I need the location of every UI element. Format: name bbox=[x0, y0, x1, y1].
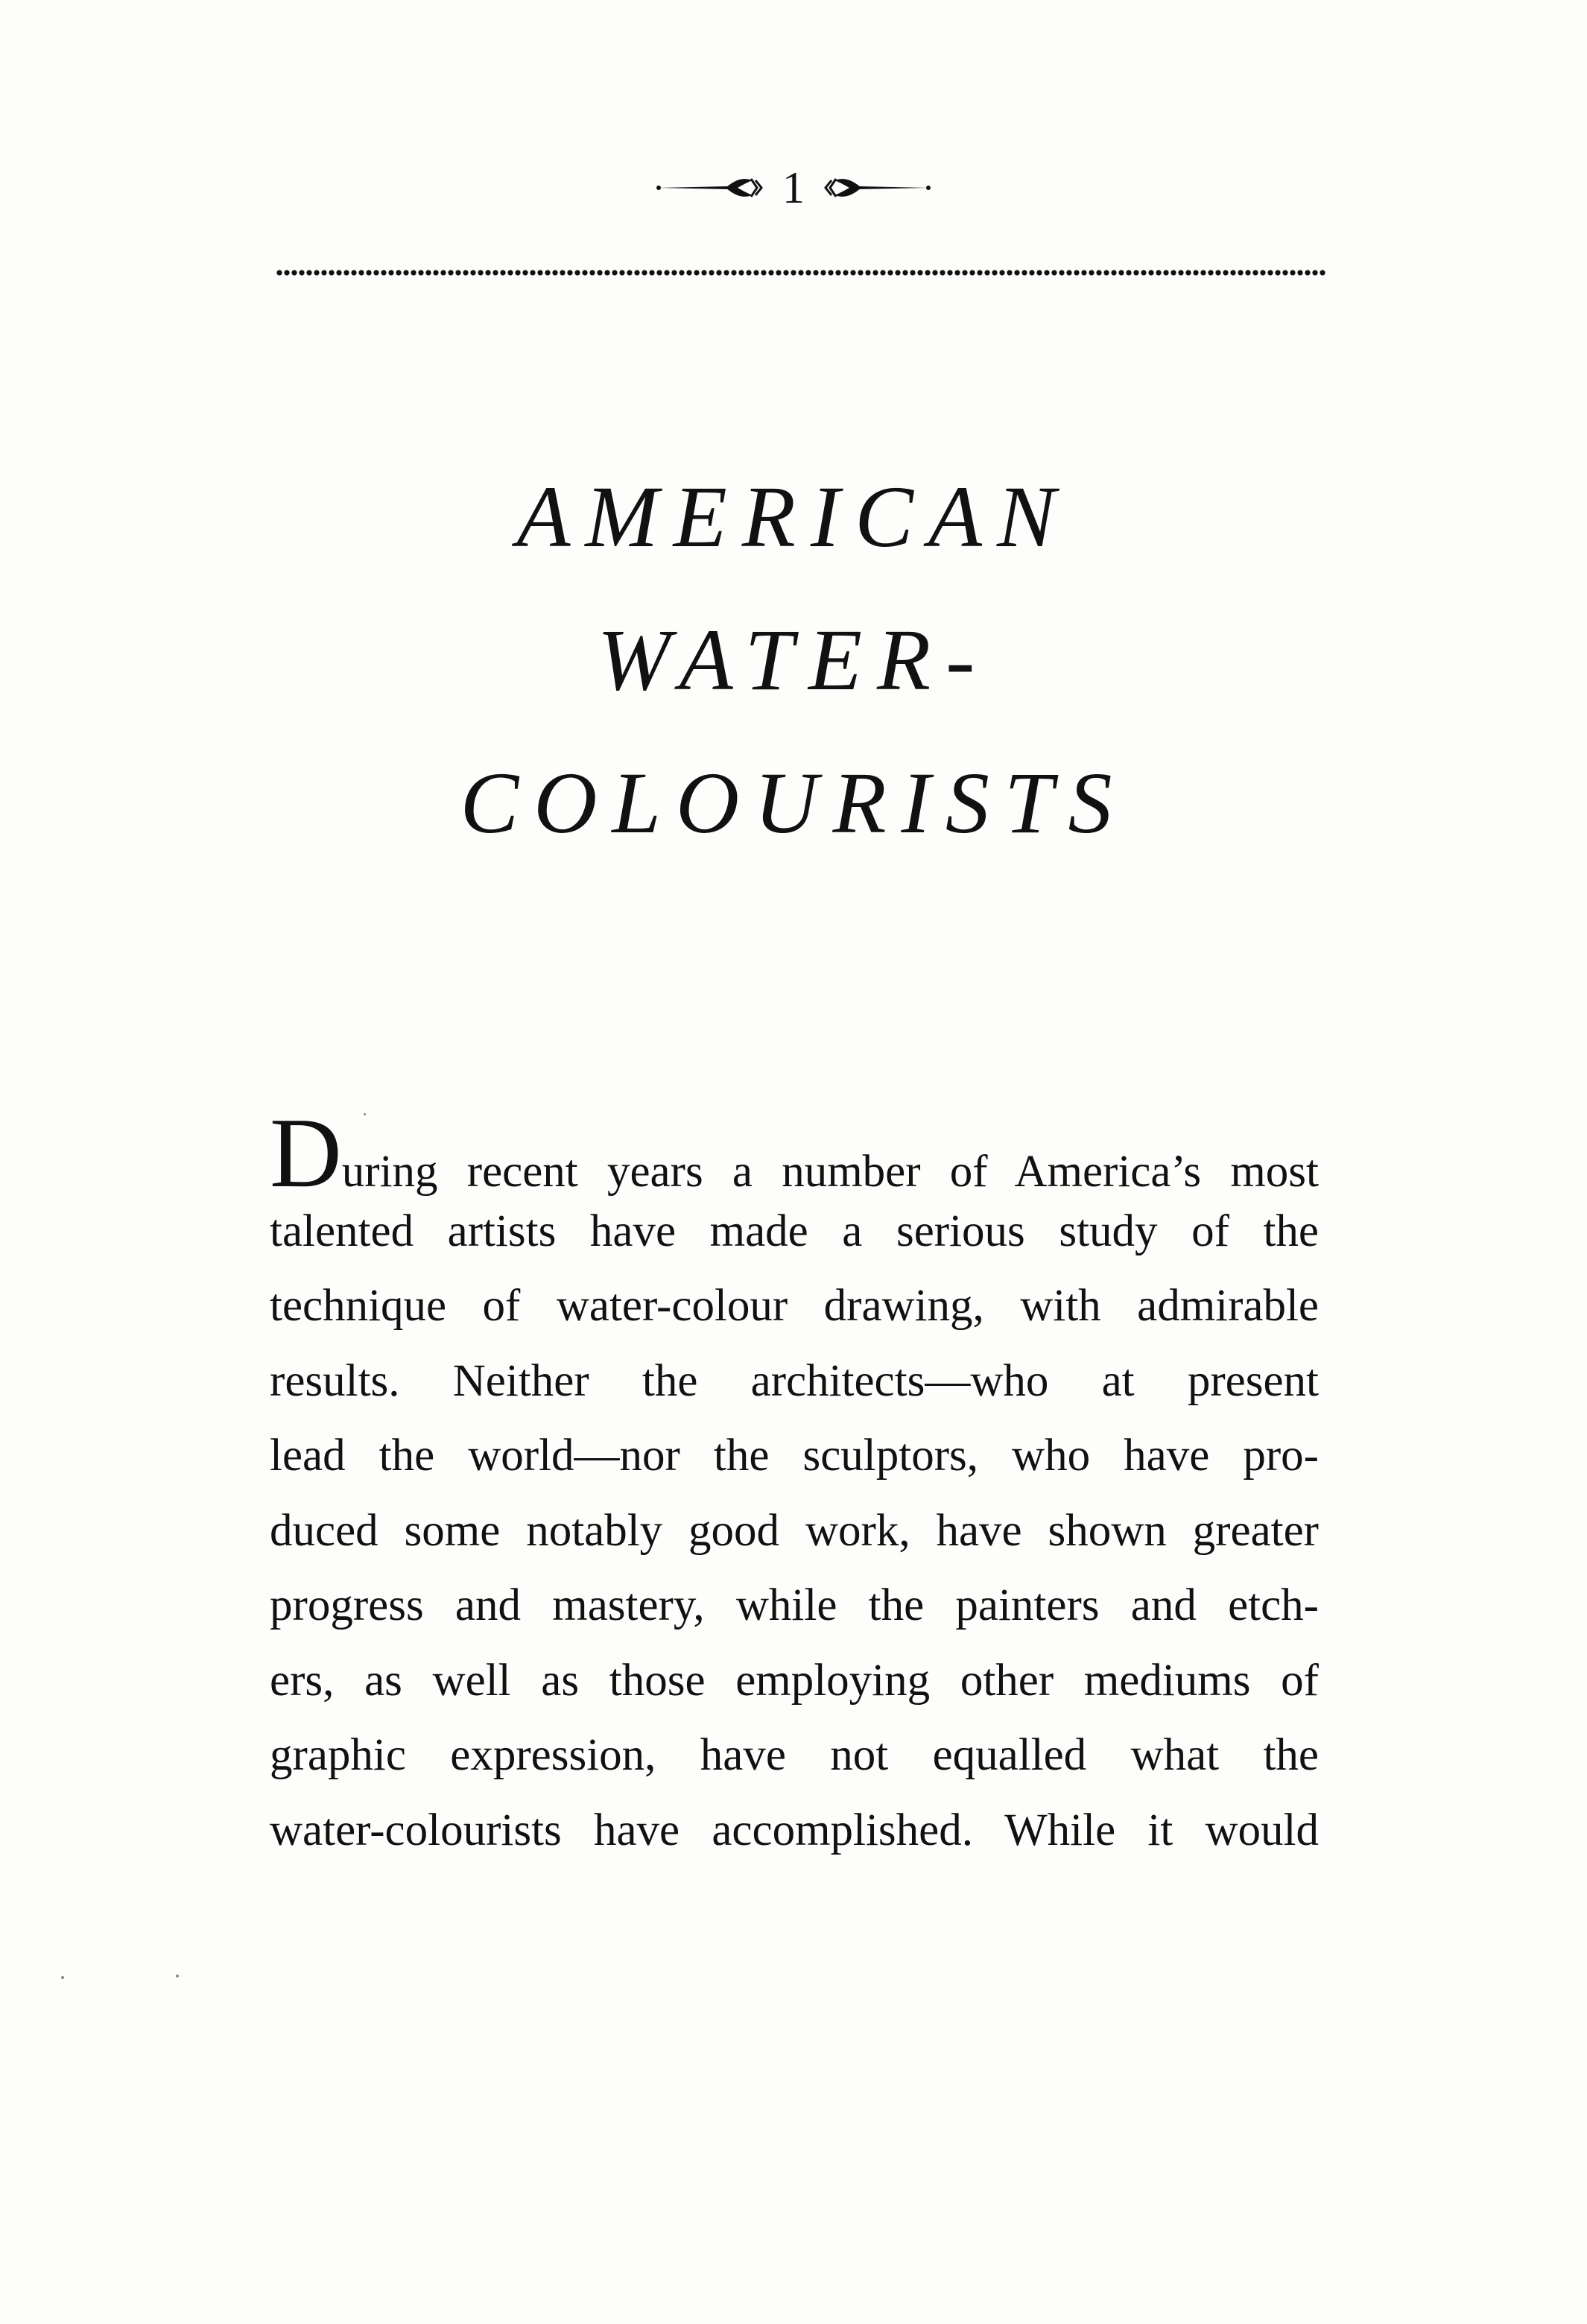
paper-speck bbox=[364, 1113, 366, 1115]
text-line: duced some notably good work, have shown greater bbox=[270, 1505, 1319, 1556]
text-line bbox=[270, 1098, 1319, 1208]
body-paragraph bbox=[270, 1098, 1319, 1868]
text-line: ers, as well as those employing other mediums of bbox=[270, 1655, 1319, 1706]
text-line: water-colourists have accomplished. While it would bbox=[270, 1805, 1319, 1855]
text-line: technique of water-colour drawing, with admirable bbox=[270, 1281, 1319, 1331]
page-number: 1 bbox=[782, 163, 805, 212]
drop-cap: D bbox=[270, 1098, 342, 1208]
paper-speck bbox=[61, 1976, 64, 1979]
text-line: graphic expression, have not equalled what the bbox=[270, 1730, 1319, 1780]
ornament-right-icon bbox=[821, 173, 933, 203]
text-line: lead the world—nor the sculptors, who have pro- bbox=[270, 1431, 1319, 1481]
title-line: AMERICAN bbox=[516, 468, 1071, 566]
text-line: results. Neither the architects—who at present bbox=[270, 1355, 1319, 1406]
ornament-left-icon bbox=[654, 173, 766, 203]
text-line: talented artists have made a serious study of the bbox=[270, 1206, 1319, 1256]
dotted-rule bbox=[276, 268, 1326, 277]
text-line: progress and mastery, while the painters and etch- bbox=[270, 1580, 1319, 1630]
paper-speck bbox=[176, 1975, 179, 1978]
folio bbox=[0, 165, 1587, 210]
text-line-content: uring recent years a number of America’s most bbox=[341, 1147, 1319, 1197]
chapter-title bbox=[0, 446, 1587, 875]
title-line: COLOURISTS bbox=[460, 754, 1127, 852]
title-line: WATER- bbox=[597, 611, 990, 709]
